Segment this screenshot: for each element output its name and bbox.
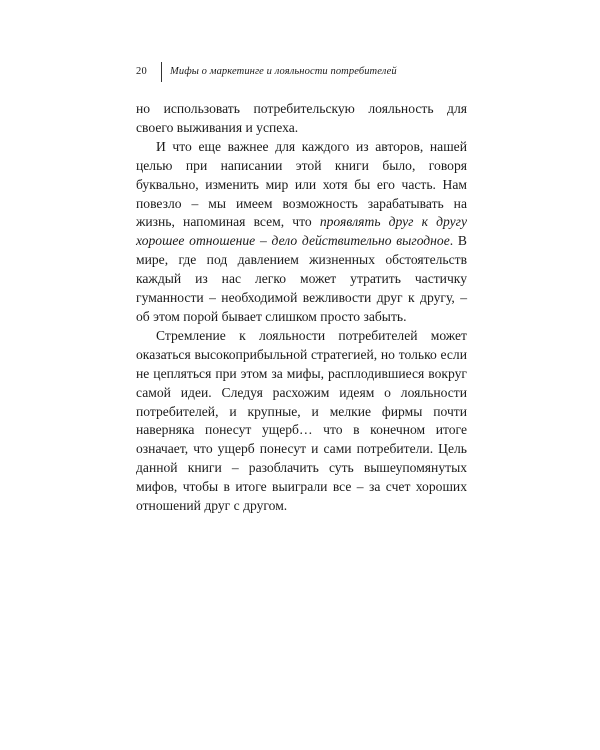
paragraph-3: Стремление к лояльности потребителей может оказаться высокоприбыльной стратегией, но только если не цепляться при этом за мифы, расплодившиеся вокруг самой идеи. Следуя расхожим идеям о лояльности потребителей, и крупные, и мелкие фирмы почти наверняка понесут ущерб… что в конечном итоге означает, что ущерб понесут и сами потребители. Цель данной книги – разоблачить суть вышеупомянутых мифов, чтобы в итоге выиграли все – за счет хороших отношений друг с другом. [136, 327, 467, 514]
running-title: Мифы о маркетинге и лояльности потребителей [170, 66, 397, 77]
body-text [136, 100, 467, 516]
paragraph-1: но использовать потребительскую лояльность для своего выживания и успеха. [136, 101, 467, 135]
paragraph-2 [136, 138, 467, 327]
page-number: 20 [136, 66, 148, 77]
paragraph-2-emphasis: проявлять друг к другу хорошее отношение – дело действительно выгодное [136, 214, 467, 249]
paragraph-2-text-end: . В мире, где под давлением жизненных обстоятельств каждый из нас легко может утратить частичку гуманности – необходимой вежливости друг к другу, – об этом порой бывает слишком просто забыть. [136, 233, 467, 324]
paragraph-2-text-start: И что еще важнее для каждого из авторов, нашей целью при написании этой книги было, говоря буквально, изменить мир или хотя бы его часть. Нам повезло – мы имеем возможность зарабатывать на жизнь, напоминая всем, что [136, 138, 467, 230]
running-head [136, 62, 397, 82]
header-divider [161, 62, 162, 82]
